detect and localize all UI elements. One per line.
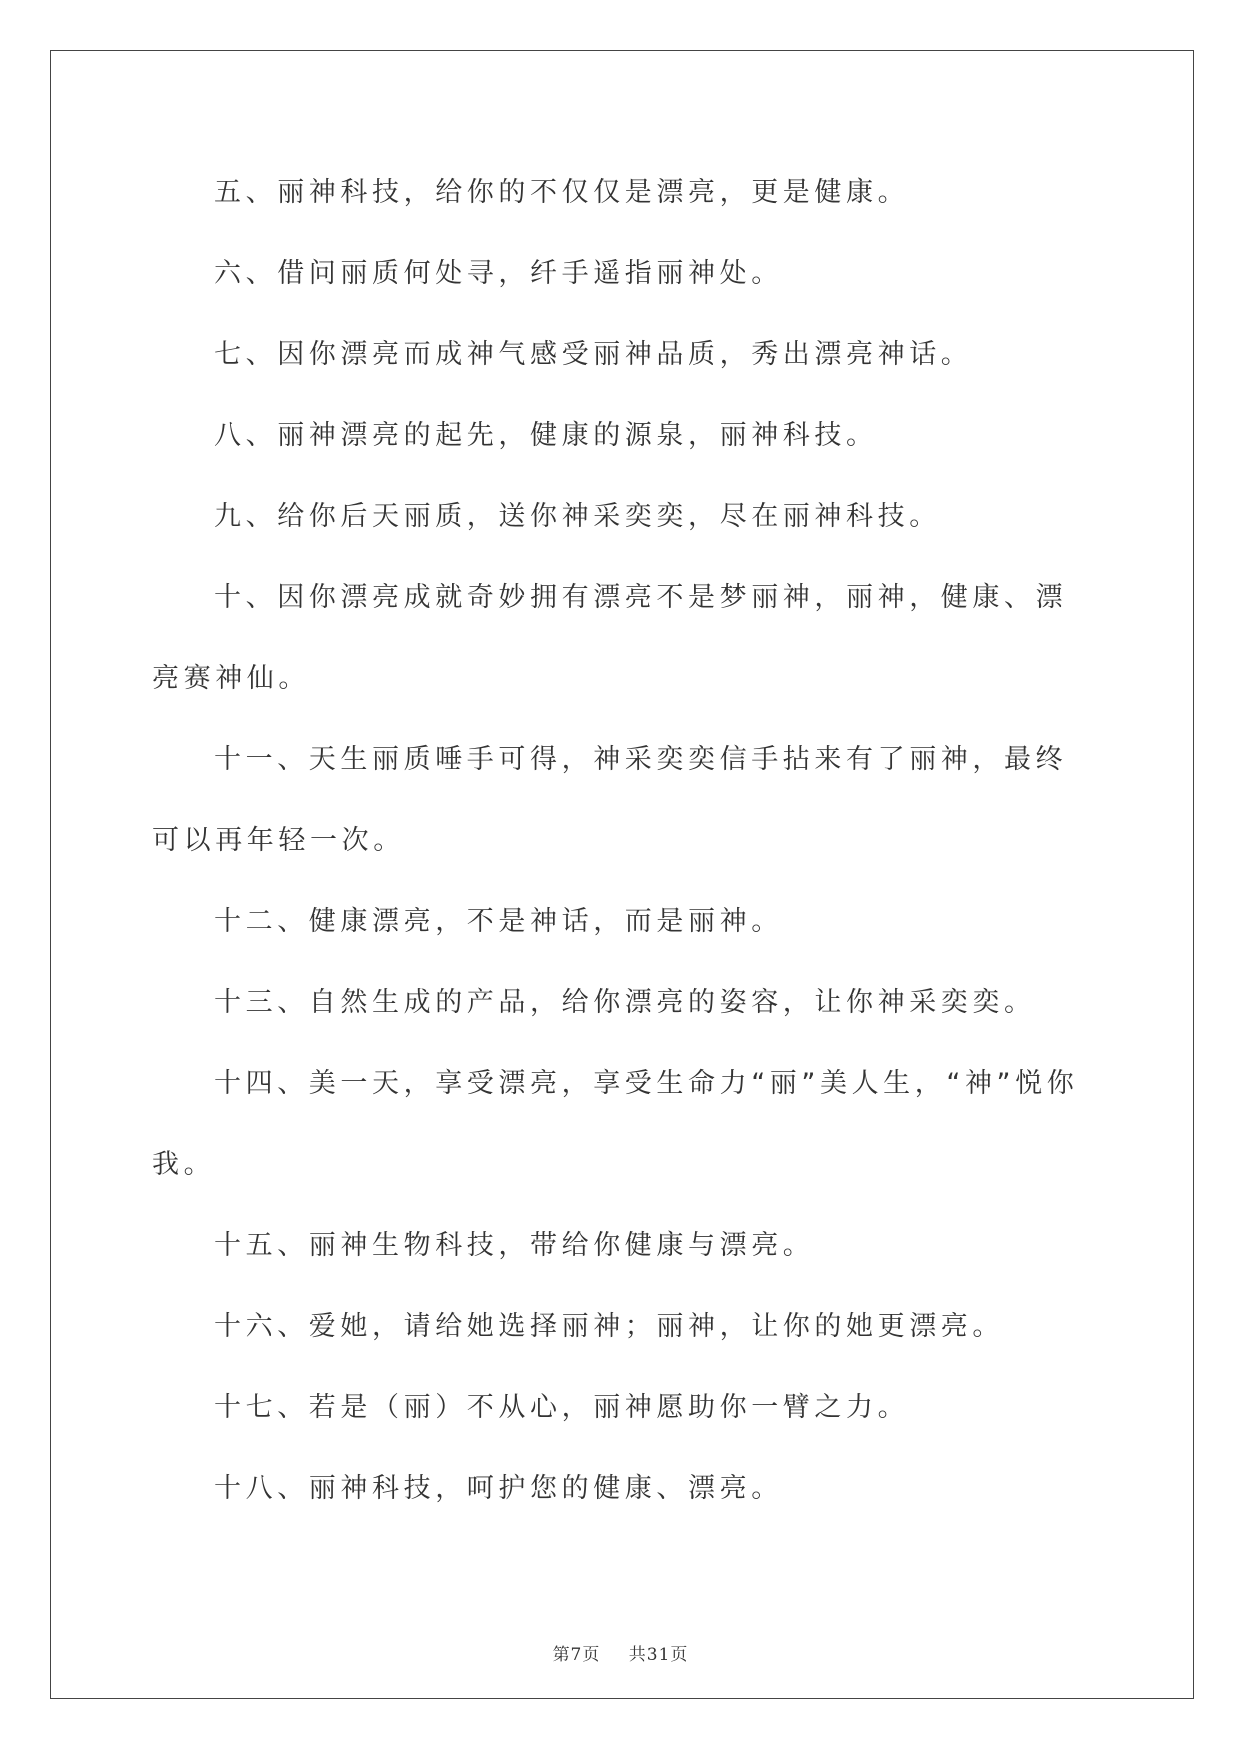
- page-footer: [0, 1640, 1241, 1665]
- page-number-current: 第7页: [552, 1645, 601, 1665]
- page-number-total: 共31页: [628, 1645, 689, 1665]
- paragraph: 七、因你漂亮而成神气感受丽神品质，秀出漂亮神话。: [214, 339, 973, 370]
- paragraph: 十四、美一天，享受漂亮，享受生命力“丽”美人生，“神”悦你我。: [152, 1068, 1079, 1180]
- paragraph: 十六、爱她，请给她选择丽神；丽神，让你的她更漂亮。: [214, 1311, 1004, 1342]
- document-body: [152, 160, 1092, 1529]
- paragraph: 五、丽神科技，给你的不仅仅是漂亮，更是健康。: [214, 177, 910, 208]
- paragraph: 十一、天生丽质唾手可得，神采奕奕信手拈来有了丽神，最终可以再年轻一次。: [152, 744, 1068, 856]
- paragraph: 十、因你漂亮成就奇妙拥有漂亮不是梦丽神，丽神，健康、漂亮赛神仙。: [152, 582, 1068, 694]
- paragraph: 八、丽神漂亮的起先，健康的源泉，丽神科技。: [214, 420, 878, 451]
- paragraph: 十三、自然生成的产品，给你漂亮的姿容，让你神采奕奕。: [214, 987, 1036, 1018]
- paragraph: 九、给你后天丽质，送你神采奕奕，尽在丽神科技。: [214, 501, 941, 532]
- paragraph: 十八、丽神科技，呵护您的健康、漂亮。: [214, 1473, 783, 1504]
- paragraph: 十五、丽神生物科技，带给你健康与漂亮。: [214, 1230, 815, 1261]
- paragraph: 十二、健康漂亮，不是神话，而是丽神。: [214, 906, 783, 937]
- paragraph: 十七、若是（丽）不从心，丽神愿助你一臂之力。: [214, 1392, 910, 1423]
- paragraph: 六、借问丽质何处寻，纤手遥指丽神处。: [214, 258, 783, 289]
